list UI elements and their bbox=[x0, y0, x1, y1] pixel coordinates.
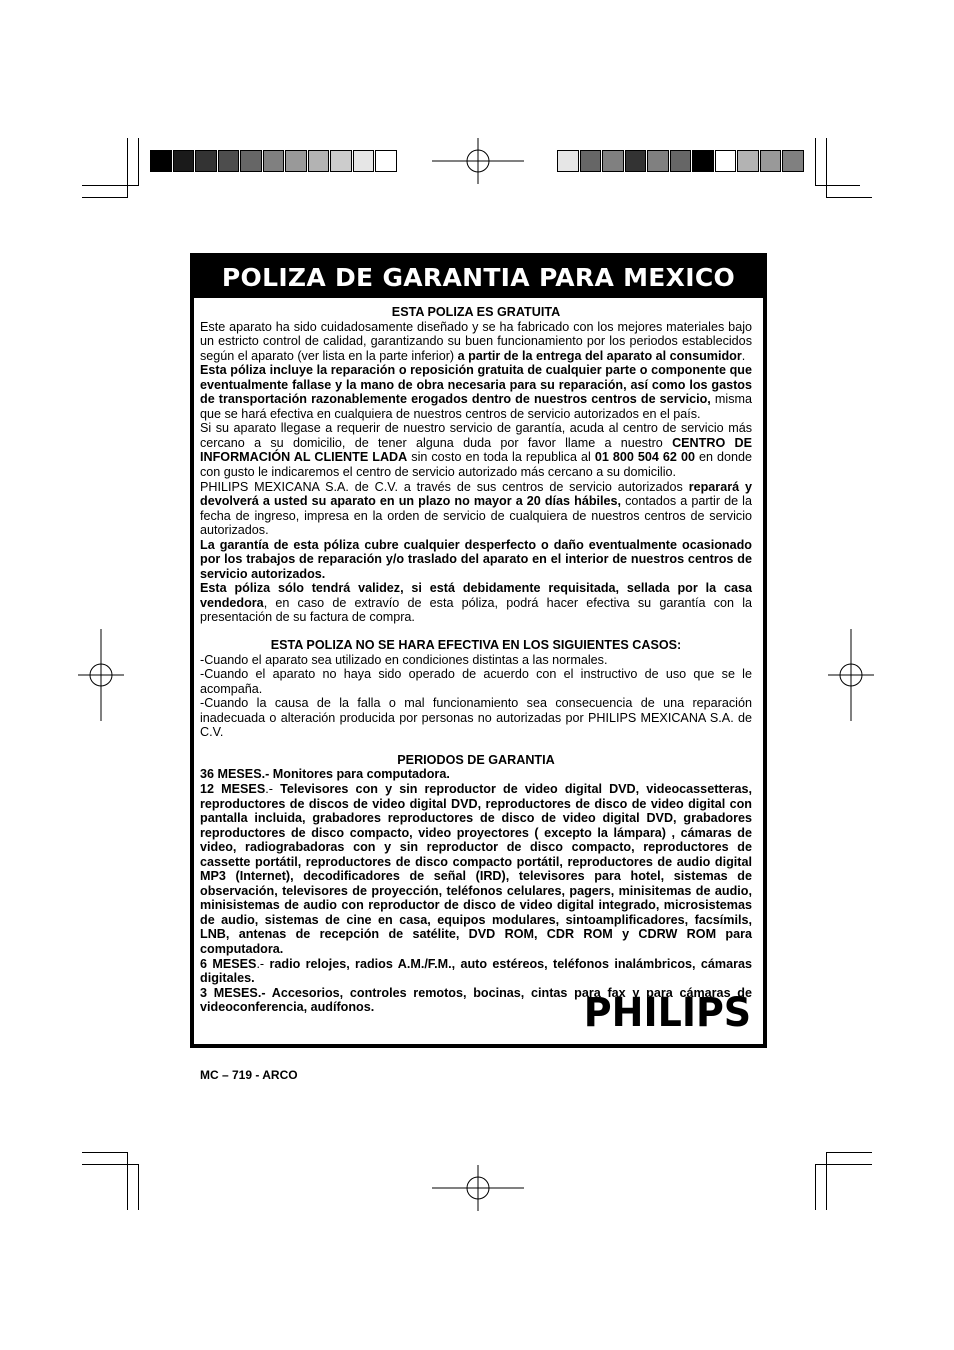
footer-code: MC – 719 - ARCO bbox=[200, 1068, 298, 1082]
paragraph: Este aparato ha sido cuidadosamente diseñado y se ha fabricado con los mejores materiales bajo un estricto control de calidad, garantizando su buen funcionamiento por los periodos establecidos según el aparato (ver lista en la parte inferior) a partir de la entrega del aparato al consumidor. bbox=[200, 319, 752, 363]
color-swatch bbox=[263, 150, 285, 172]
crop-mark bbox=[82, 185, 139, 186]
document-title: POLIZA DE GARANTIA PARA MEXICO bbox=[221, 263, 736, 292]
paragraph: La garantía de esta póliza cubre cualquier desperfecto o daño eventualmente ocasionado por los trabajos de reparación y/o traslado del aparato en el interior de nuestros centros de servicio autorizados. bbox=[200, 537, 752, 581]
color-swatch bbox=[557, 150, 579, 172]
color-swatch bbox=[715, 150, 737, 172]
calibration-swatches-left bbox=[150, 150, 398, 172]
warranty-document bbox=[190, 253, 767, 1048]
crop-mark bbox=[127, 138, 128, 198]
color-swatch bbox=[173, 150, 195, 172]
paragraph: 3 MESES.- Accesorios, controles remotos, bocinas, cintas para fax y para cámaras de videoconferencia, audífonos. bbox=[200, 985, 752, 1015]
section-heading: PERIODOS DE GARANTIA bbox=[397, 752, 555, 767]
crop-mark bbox=[138, 138, 139, 185]
paragraph: Esta póliza sólo tendrá validez, si está debidamente requisitada, sellada por la casa vendedora, en caso de extravío de esta póliza, podrá hacer efectiva su garantía con la presentación de su factura de compra. bbox=[200, 581, 752, 625]
color-swatch bbox=[218, 150, 240, 172]
title-bar bbox=[194, 257, 763, 298]
registration-mark-icon bbox=[432, 138, 524, 184]
crop-mark bbox=[826, 1152, 827, 1210]
color-swatch bbox=[195, 150, 217, 172]
color-swatch bbox=[760, 150, 782, 172]
color-swatch bbox=[782, 150, 804, 172]
paragraph: 12 MESES.- Televisores con y sin reproductor de video digital DVD, videocassetteras, reproductores de discos de video digital DVD, reproductores de disco de video digital con pantalla incluida, grabadores reproductores de disco de video digital DVD, grabadores reproductores de disco compacto, video proyectores ( excepto la lámpara) , cámaras de video, radiograbadoras con y sin reproductor de disco compacto, reproductores de cassette portátil, reproductores de disco compacto portátil, reproductores de audio digital MP3 (Internet), decodificadores de señal (IRD), televisores para hotel, sistemas de observación, televisores de proyección, teléfonos celulares, pagers, minisitemas de audio, minisistemas de audio con reproductor de disco de video digital integrado, microsistemas de audio, sistemas de cine en casa, equipos modulares, sintoamplificadores, facsímils, LNB, antenas de recepción de satélite, DVD ROM, CDR ROM y CDRW ROM para computadora. bbox=[200, 781, 752, 956]
section-heading: ESTA POLIZA NO SE HARA EFECTIVA EN LOS SIGUIENTES CASOS: bbox=[270, 638, 682, 653]
crop-mark bbox=[138, 1164, 139, 1210]
color-swatch bbox=[692, 150, 714, 172]
paragraph: Si su aparato llegase a requerir de nuestro servicio de garantía, acuda al centro de servicio más cercano a su domicilio, de tener alguna duda por favor llame a nuestro CENTRO DE INFORMACIÓN AL CLIENTE LADA sin costo en toda la republica al 01 800 504 62 00 en donde con gusto le indicaremos el centro de servicio autorizado más cercano a su domicilio. bbox=[200, 421, 753, 480]
paragraph: Esta póliza incluye la reparación o reposición gratuita de cualquier parte o componente que eventualmente fallase y la mano de obra necesaria para su reparación, así como los gastos de transportación razonablemente erogados dentro de nuestros centros de servicio, misma que se hará efectiva en cualquiera de nuestros centros de servicio autorizados en el país. bbox=[200, 363, 752, 421]
crop-mark bbox=[815, 138, 816, 185]
crop-mark bbox=[127, 1152, 128, 1210]
color-swatch bbox=[330, 150, 352, 172]
paragraph: PHILIPS MEXICANA S.A. de C.V. a través de sus centros de servicio autorizados reparará y devolverá a usted su aparato en un plazo no mayor a 20 días hábiles, contados a partir de la fecha de ingreso, impresa en la orden de servicio de cualquiera de nuestros centros de servicio autorizados. bbox=[200, 479, 752, 538]
paragraph: 36 MESES.- Monitores para computadora. bbox=[200, 767, 450, 782]
paragraph: 6 MESES.- radio relojes, radios A.M./F.M., auto estéreos, teléfonos inalámbricos, cámaras digitales. bbox=[200, 956, 752, 986]
crop-mark bbox=[82, 1164, 139, 1165]
crop-mark bbox=[815, 1164, 816, 1210]
color-swatch bbox=[625, 150, 647, 172]
color-swatch bbox=[285, 150, 307, 172]
crop-mark bbox=[826, 138, 827, 198]
crop-mark bbox=[815, 185, 860, 186]
color-swatch bbox=[375, 150, 397, 172]
color-swatch bbox=[308, 150, 330, 172]
color-swatch bbox=[353, 150, 375, 172]
document-body bbox=[200, 305, 752, 1015]
color-swatch bbox=[737, 150, 759, 172]
calibration-swatches-right bbox=[557, 150, 805, 172]
color-swatch bbox=[150, 150, 172, 172]
crop-mark bbox=[82, 1152, 128, 1153]
color-swatch bbox=[670, 150, 692, 172]
list-item: -Cuando la causa de la falla o mal funcionamiento sea consecuencia de una reparación inadecuada o alteración producida por personas no autorizadas por PHILIPS MEXICANA S.A. de C.V. bbox=[200, 696, 752, 740]
section-heading: ESTA POLIZA ES GRATUITA bbox=[391, 305, 561, 319]
color-swatch bbox=[602, 150, 624, 172]
registration-mark-icon bbox=[432, 1165, 524, 1211]
color-swatch bbox=[647, 150, 669, 172]
philips-logo: PHILIPS bbox=[583, 990, 751, 1036]
crop-mark bbox=[815, 1164, 872, 1165]
color-swatch bbox=[580, 150, 602, 172]
crop-mark bbox=[826, 1152, 872, 1153]
registration-mark-icon bbox=[828, 629, 874, 721]
registration-mark-icon bbox=[78, 629, 124, 721]
crop-mark bbox=[82, 197, 128, 198]
color-swatch bbox=[240, 150, 262, 172]
list-item: -Cuando el aparato no haya sido operado de acuerdo con el instructivo de uso que se le acompaña. bbox=[200, 667, 752, 696]
list-item: -Cuando el aparato sea utilizado en condiciones distintas a las normales. bbox=[200, 652, 608, 667]
crop-mark bbox=[826, 197, 872, 198]
